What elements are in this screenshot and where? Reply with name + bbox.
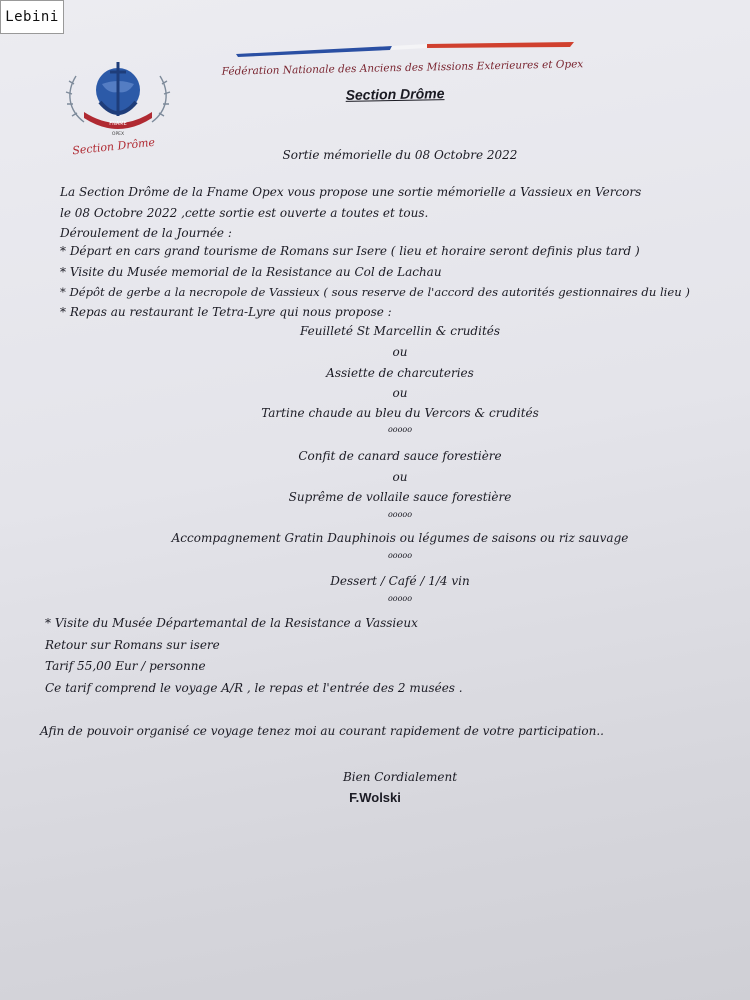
bullet-wreath-laying: * Dépôt de gerbe a la necropole de Vassieux ( sous reserve de l'accord des autorités gestionnaires du lieu ) xyxy=(60,285,690,299)
menu-item: Confit de canard sauce forestière xyxy=(298,449,502,463)
flag-blue-stripe xyxy=(236,46,392,57)
programme-heading: Déroulement de la Journée : xyxy=(60,226,232,240)
intro-line-2: le 08 Octobre 2022 ,cette sortie est ouverte a toutes et tous. xyxy=(60,206,429,220)
bullet-museum-vassieux: * Visite du Musée Départemantal de la Resistance a Vassieux xyxy=(45,616,418,630)
bullet-restaurant: * Repas au restaurant le Tetra-Lyre qui nous propose : xyxy=(60,305,392,319)
menu-divider: ooooo xyxy=(387,594,413,603)
logo-label-opex: OPEX xyxy=(111,132,125,137)
return-trip: Retour sur Romans sur isere xyxy=(45,638,220,652)
watermark-label: Lebini xyxy=(0,0,64,34)
intro-line-1: La Section Drôme de la Fname Opex vous propose une sortie mémorielle a Vassieux en Vercors xyxy=(60,185,642,199)
menu-divider: ooooo xyxy=(387,425,413,434)
price-includes: Ce tarif comprend le voyage A/R , le repas et l'entrée des 2 musées . xyxy=(45,681,463,695)
logo-section-drome: Section Drôme xyxy=(71,135,156,158)
tricolor-flag-strip xyxy=(232,40,577,60)
sign-off: Bien Cordialement xyxy=(342,770,458,784)
menu-divider: ooooo xyxy=(387,551,413,560)
section-title: Section Drôme xyxy=(345,85,445,103)
flag-white-stripe xyxy=(390,44,427,50)
menu-separator-or: ou xyxy=(392,345,408,359)
bullet-departure: * Départ en cars grand tourisme de Romans sur Isere ( lieu et horaire seront definis plus tard ) xyxy=(60,244,640,258)
federation-heading: Fédération Nationale des Anciens des Missions Exterieures et Opex xyxy=(221,58,584,78)
menu-separator-or: ou xyxy=(392,386,408,400)
menu-item: Feuilleté St Marcellin & crudités xyxy=(299,324,501,338)
menu-item: Suprême de vollaile sauce forestière xyxy=(288,490,512,504)
price: Tarif 55,00 Eur / personne xyxy=(45,659,206,673)
outing-title: Sortie mémorielle du 08 Octobre 2022 xyxy=(282,148,518,162)
menu-item: Accompagnement Gratin Dauphinois ou légumes de saisons ou riz sauvage xyxy=(171,531,629,545)
menu-item: Tartine chaude au bleu du Vercors & crudités xyxy=(261,406,539,420)
signature-name: F.Wolski xyxy=(349,790,401,805)
bullet-museum-lachau: * Visite du Musée memorial de la Resistance au Col de Lachau xyxy=(60,265,442,279)
flag-red-stripe xyxy=(427,42,574,48)
menu-separator-or: ou xyxy=(392,470,408,484)
fname-opex-logo xyxy=(62,58,174,158)
logo-label-fname: FNAME xyxy=(109,121,127,127)
closing-note: Afin de pouvoir organisé ce voyage tenez moi au courant rapidement de votre participation.. xyxy=(40,724,604,738)
menu-divider: ooooo xyxy=(387,510,413,519)
menu-item: Dessert / Café / 1/4 vin xyxy=(330,574,470,588)
menu-item: Assiette de charcuteries xyxy=(326,366,474,380)
